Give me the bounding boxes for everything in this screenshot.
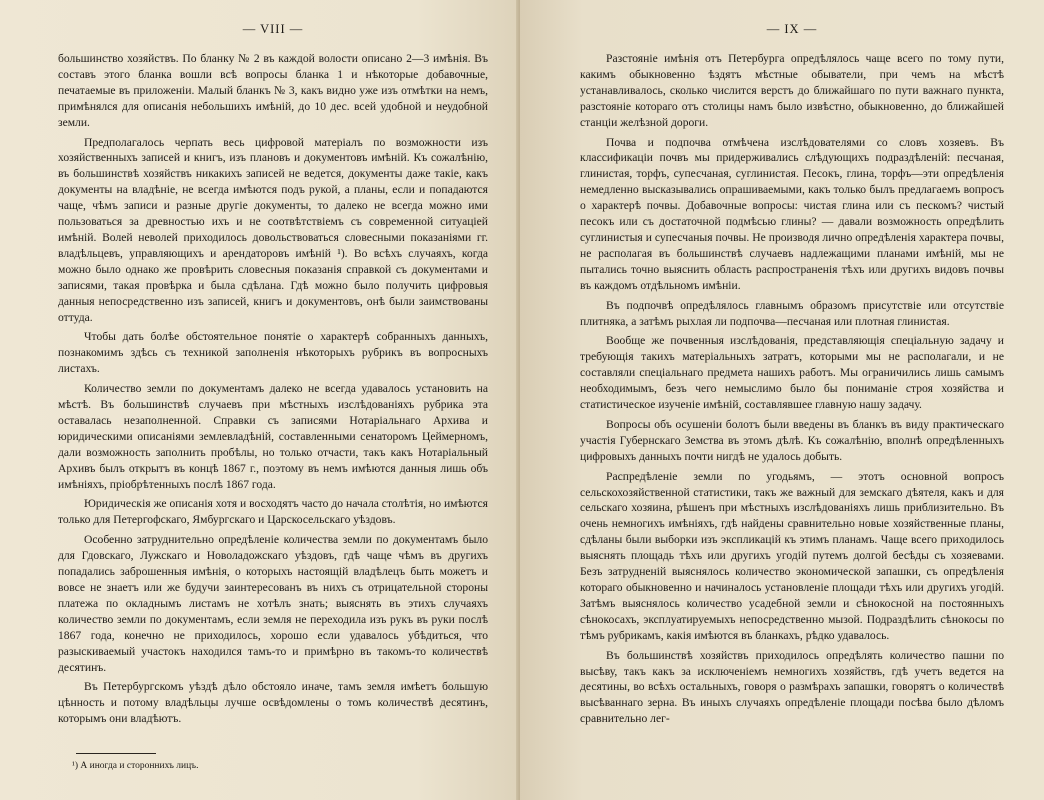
- paragraph: Вообще же почвенныя изслѣдованія, представляющія спеціальную задачу и требующія такихъ матеріальныхъ затратъ, которыми мы не располагали, и не составляли спеціальнаго предмета нашихъ работъ. Мы ограничились лишь самымъ необходимымъ, безъ чего немыслимо было бы пониманіе строя хозяйства и статистическое изученіе имѣній, составлявшее главную нашу задачу.: [580, 334, 1004, 412]
- right-page: [520, 0, 1044, 800]
- paragraph: Въ Петербургскомъ уѣздѣ дѣло обстояло иначе, тамъ земля имѣетъ большую цѣнность и потому владѣльцы лучше освѣдомлены о томъ количествѣ десятинъ, которымъ они владѣютъ.: [58, 680, 488, 726]
- footnote: ¹) А иногда и стороннихъ лицъ.: [72, 761, 199, 772]
- paragraph: Разстояніе имѣнія отъ Петербурга опредѣлялось чаще всего по тому пути, какимъ обыкновенно ѣздятъ мѣстные обыватели, при чемъ на мѣстѣ устанавливалось, сколько числится верстъ до ближайшаго по пути важнаго пункта, разстояніе котораго отъ столицы намъ было извѣстно, обыкновенно, до ближайшей станціи желѣзной дороги.: [580, 52, 1004, 129]
- right-page-number: — IX —: [766, 22, 818, 36]
- paragraph: Въ большинствѣ хозяйствъ приходилось опредѣлять количество пашни по высѣву, такъ какъ за исключеніемъ немногихъ хозяйствъ, гдѣ учетъ ведется на десятины, во всѣхъ остальныхъ, говоря о размѣрахъ запашки, говорятъ о количествѣ высѣваннаго зерна. Въ иныхъ случаяхъ опредѣленіе площади посѣва было дѣломъ сравнительно лег-: [580, 648, 1004, 726]
- paragraph: Вопросы объ осушеніи болотъ были введены въ бланкъ въ виду практическаго участія Губернскаго Земства въ этомъ дѣлѣ. Къ сожалѣнію, вполнѣ опредѣленныхъ цифровыхъ данныхъ почти нигдѣ не удалось добыть.: [580, 417, 1004, 463]
- paragraph: Количество земли по документамъ далеко не всегда удавалось установить на мѣстѣ. Въ большинствѣ случаевъ при мѣстныхъ изслѣдованіяхъ рубрика эта оставалась незаполненной. Справки съ записями Нотаріальнаго Архива и юридическими описаніями землевладѣній, составленными сенаторомъ Цеймерномъ, дали возможность заполнить пробѣлы, но только отчасти, такъ какъ Нотаріальный Архивъ былъ открытъ въ концѣ 1867 г., поэтому въ немъ имѣются данныя лишь объ имѣніяхъ, пріобрѣтенныхъ послѣ 1867 года.: [58, 382, 488, 491]
- footnote-divider: [76, 753, 156, 754]
- left-page-number: — VIII —: [242, 22, 304, 36]
- paragraph: Предполагалось черпать весь цифровой матеріалъ по возможности изъ хозяйственныхъ записей и книгъ, изъ плановъ и документовъ имѣній. Къ сожалѣнію, въ большинствѣ хозяйствъ никакихъ записей не ведется, документы даже такіе, какъ документы на владѣніе, не всегда имѣются подъ рукой, а планы, если и попадаются чаще, чѣмъ записи и разные другіе документы, то далеко не всегда можно ими пользоваться за древностью ихъ и не соотвѣтствіемъ съ современной ситуаціей имѣній. Волей неволей приходилось довольствоваться словесными показаніями гг. владѣльцевъ, управляющихъ и арендаторовъ имѣній ¹). Во всѣхъ случаяхъ, когда можно было однако же провѣрить словесныя показанія справкой съ документами и записями, такая провѣрка и была сдѣлана. Гдѣ можно было получить цифровыя данныя непосредственно изъ записей, книгъ и документовъ, онѣ были заимствованы оттуда.: [58, 135, 488, 324]
- paragraph: большинство хозяйствъ. По бланку № 2 въ каждой волости описано 2—3 имѣнія. Въ составъ этого бланка вошли всѣ вопросы бланка 1 и нѣкоторые добавочные, печатаемые въ приложеніи. Малый бланкъ № 3, какъ видно уже изъ отмѣтки на немъ, примѣнялся для описанія небольшихъ имѣній, до 10 дес. всей удобной и неудобной земли.: [58, 52, 488, 129]
- paragraph: Юридическія же описанія хотя и восходятъ часто до начала столѣтія, но имѣются только для Петергофскаго, Ямбургскаго и Царскосельскаго уѣздовъ.: [58, 497, 488, 527]
- paragraph: Распредѣленіе земли по угодьямъ, — этотъ основной вопросъ сельскохозяйственной статистики, такъ же важный для земскаго дѣятеля, какъ и для сельскаго хозяина, рѣшенъ при мѣстныхъ изслѣдованіяхъ лишь приблизительно. Въ очень немногихъ имѣніяхъ, гдѣ найдены сравнительно новые хозяйственные планы, сдѣланы были выборки изъ экспликацій къ этимъ планамъ. Чаще всего приходилось выяснять площадь тѣхъ или другихъ угодій путемъ долгой бесѣды съ хозяевами. Безъ затрудненій выяснялось количество экономической запашки, съ опредѣленія котораго обыкновенно и начиналось установленіе площади тѣхъ или другихъ угодій. Затѣмъ выяснялось количество усадебной земли и сѣнокосной на постоянныхъ сѣнокосахъ, эксплуатируемыхъ непосредственно мызой. Подраздѣлить сѣнокосы по тѣмъ рубрикамъ, какія имѣются въ бланкахъ, рѣдко удавалось.: [580, 469, 1004, 642]
- paragraph: Особенно затруднительно опредѣленіе количества земли по документамъ было для Гдовскаго, Лужскаго и Новоладожскаго уѣздовъ, гдѣ чаще чѣмъ въ другихъ попадались заброшенныя имѣнія, о которыхъ настоящій владѣлецъ быть можетъ и вовсе не знаетъ или же будучи заинтересованъ въ нихъ съ отрицательной стороны платежа по окладнымъ листамъ не хотѣлъ знать; выяснять въ этихъ случаяхъ количество земли по документамъ, если земля не переходила изъ рукъ въ руки послѣ 1867 года, конечно не приходилось, хорошо если удавалось убѣдиться, что разыскиваемый участокъ находился тамъ-то и примѣрно въ такомъ-то количествѣ десятинъ.: [58, 533, 488, 674]
- paragraph: Въ подпочвѣ опредѣлялось главнымъ образомъ присутствіе или отсутствіе плитняка, а затѣмъ рыхлая ли подпочва—песчаная или плотная глинистая.: [580, 298, 1004, 328]
- paragraph: Чтобы дать болѣе обстоятельное понятіе о характерѣ собранныхъ данныхъ, познакомимъ здѣсь съ техникой заполненія нѣкоторыхъ рубрикъ въ вопросныхъ листахъ.: [58, 330, 488, 376]
- left-page: [0, 0, 520, 800]
- paragraph: Почва и подпочва отмѣчена изслѣдователями со словъ хозяевъ. Въ классификаціи почвъ мы придерживались слѣдующихъ подраздѣленій: песчаная, глинистая, торфъ, супесчаная, суглинистая. Песокъ, глина, торфъ—эти опредѣленія немедленно высказывались опрашиваемыми, какъ только былъ предлагаемъ вопросъ о характерѣ почвы. Добавочные вопросы: чистая глина или съ пескомъ? чистый песокъ или съ достаточной подмѣсью глины? — давали возможность опредѣлить суглинистыя и супесчаныя почвы. Не производя лично опредѣленія характера почвы, не располагая въ большинствѣ случаевъ надлежащими планами имѣній, мы не пытались точно выяснить область распространенія тѣхъ или другихъ видовъ почвы въ каждомъ отдѣльномъ имѣніи.: [580, 135, 1004, 292]
